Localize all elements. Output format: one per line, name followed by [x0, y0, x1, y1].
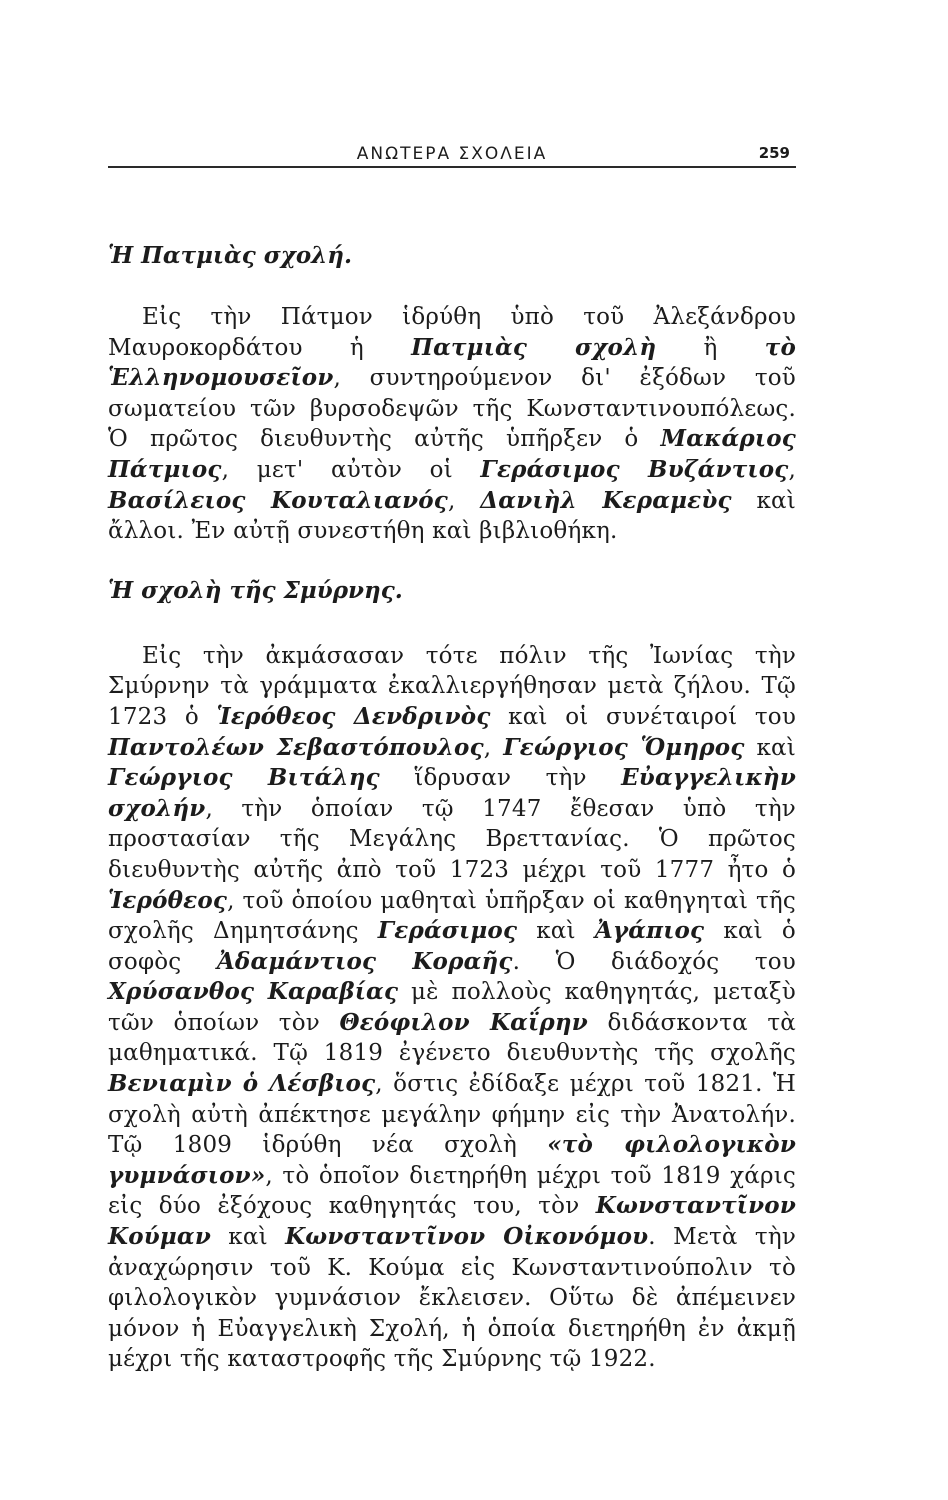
emphasized-name: Εὐαγγελικὴν σχολήν	[108, 764, 796, 822]
emphasized-name: Χρύσανθος Καραβίας	[108, 978, 399, 1006]
emphasized-name: «τὸ φιλολογικὸν γυμνάσιον»	[108, 1131, 796, 1189]
emphasized-name: Γεράσιμος	[377, 917, 518, 945]
emphasized-name: Κωνσταντῖνον Κούμαν	[108, 1192, 796, 1251]
emphasized-name: Ἀδαμάντιος Κοραῆς	[216, 947, 513, 975]
emphasized-name: τὸ Ἑλληνομουσεῖον	[108, 333, 796, 392]
emphasized-name: Ἱερόθεος Δενδρινὸς	[216, 702, 491, 730]
running-header	[108, 142, 796, 168]
page-body	[108, 240, 796, 1375]
paragraph-smyrna: Εἰς τὴν ἀκμάσασαν τότε πόλιν τῆς Ἰωνίας τὴν Σμύρνην τὰ γράμματα ἐκαλλιεργήθησαν μετὰ ζήλου. Τῷ 1723 ὁ Ἱερόθεος Δενδρινὸς καὶ οἱ συνέταιροί του Παντολέων Σεβαστόπουλος, Γεώργιος Ὅμηρος καὶ Γεώργιος Βιτάλης ἵδρυσαν τὴν Εὐαγγελικὴν σχολήν, τὴν ὁποίαν τῷ 1747 ἔθεσαν ὑπὸ τὴν προστασίαν τῆς Μεγάλης Βρεττανίας. Ὁ πρῶτος διευθυντὴς αὐτῆς ἀπὸ τοῦ 1723 μέχρι τοῦ 1777 ἦτο ὁ Ἱερόθεος, τοῦ ὁποίου μαθηταὶ ὑπῆρξαν οἱ καθηγηταὶ τῆς σχολῆς Δημητσάνης Γεράσιμος καὶ Ἀγάπιος καὶ ὁ σοφὸς Ἀδαμάντιος Κοραῆς. Ὁ διάδοχός του Χρύσανθος Καραβίας μὲ πολλοὺς καθηγητάς, μεταξὺ τῶν ὁποίων τὸν Θεόφιλον Καΐρην διδάσκοντα τὰ μαθηματικά. Τῷ 1819 ἐγένετο διευθυντὴς τῆς σχολῆς Βενιαμὶν ὁ Λέσβιος, ὅστις ἐδίδαξε μέχρι τοῦ 1821. Ἡ σχολὴ αὐτὴ ἀπέκτησε μεγάλην φήμην εἰς τὴν Ἀνατολήν. Τῷ 1809 ἱδρύθη νέα σχολὴ «τὸ φιλολογικὸν γυμνάσιον», τὸ ὁποῖον διετηρήθη μέχρι τοῦ 1819 χάρις εἰς δύο ἐξόχους καθηγητάς του, τὸν Κωνσταντῖνον Κούμαν καὶ Κωνσταντῖνον Οἰκονόμου. Μετὰ τὴν ἀναχώρησιν τοῦ Κ. Κούμα εἰς Κωνσταντινούπολιν τὸ φιλολογικὸν γυμνάσιον ἔκλεισεν. Οὕτω δὲ ἀπέμεινεν μόνον ἡ Εὐαγγελικὴ Σχολή, ἡ ὁποία διετηρήθη ἐν ἀκμῇ μέχρι τῆς καταστροφῆς τῆς Σμύρνης τῷ 1922.	[108, 642, 797, 1373]
emphasized-name: Δανιὴλ Κεραμεὺς	[480, 486, 732, 514]
section-heading-patmos: Ἡ Πατμιὰς σχολή.	[108, 242, 353, 269]
section-heading-smyrna: Ἡ σχολὴ τῆς Σμύρνης.	[108, 576, 403, 604]
emphasized-name: Γεράσιμος Βυζάντιος	[480, 455, 789, 483]
emphasized-name: Ἀγάπιος	[594, 917, 705, 945]
emphasized-name: Βενιαμὶν ὁ Λέσβιος	[108, 1070, 376, 1098]
emphasized-name: Παντολέων Σεβαστόπουλος	[108, 733, 484, 761]
emphasized-name: Κωνσταντῖνον Οἰκονόμου	[285, 1223, 649, 1251]
emphasized-name: Θεόφιλον Καΐρην	[339, 1008, 588, 1036]
running-title: ΑΝΩΤΕΡΑ ΣΧΟΛΕΙΑ	[356, 144, 548, 164]
emphasized-name: Πατμιὰς σχολὴ	[411, 333, 657, 361]
paragraph-patmos: Εἰς τὴν Πάτμον ἱδρύθη ὑπὸ τοῦ Ἀλεξάνδρου Μαυροκορδάτου ἡ Πατμιὰς σχολὴ ἢ τὸ Ἑλληνομουσεῖον, συντηρούμενον δι' ἐξόδων τοῦ σωματείου τῶν βυρσοδεψῶν τῆς Κωνσταντινουπόλεως. Ὁ πρῶτος διευθυντὴς αὐτῆς ὑπῆρξεν ὁ Μακάριος Πάτμιος, μετ' αὐτὸν οἱ Γεράσιμος Βυζάντιος, Βασίλειος Κουταλιανός, Δανιὴλ Κεραμεὺς καὶ ἄλλοι. Ἐν αὐτῇ συνεστήθη καὶ βιβλιοθήκη.	[108, 304, 796, 545]
page-number: 259	[758, 144, 790, 162]
emphasized-name: Γεώργιος Ὅμηρος	[503, 733, 745, 761]
emphasized-name: Ἱερόθεος	[108, 886, 228, 914]
emphasized-name: Βασίλειος Κουταλιανός	[108, 486, 448, 514]
emphasized-name: Μακάριος Πάτμιος	[108, 425, 796, 483]
emphasized-name: Γεώργιος Βιτάλης	[108, 764, 380, 792]
